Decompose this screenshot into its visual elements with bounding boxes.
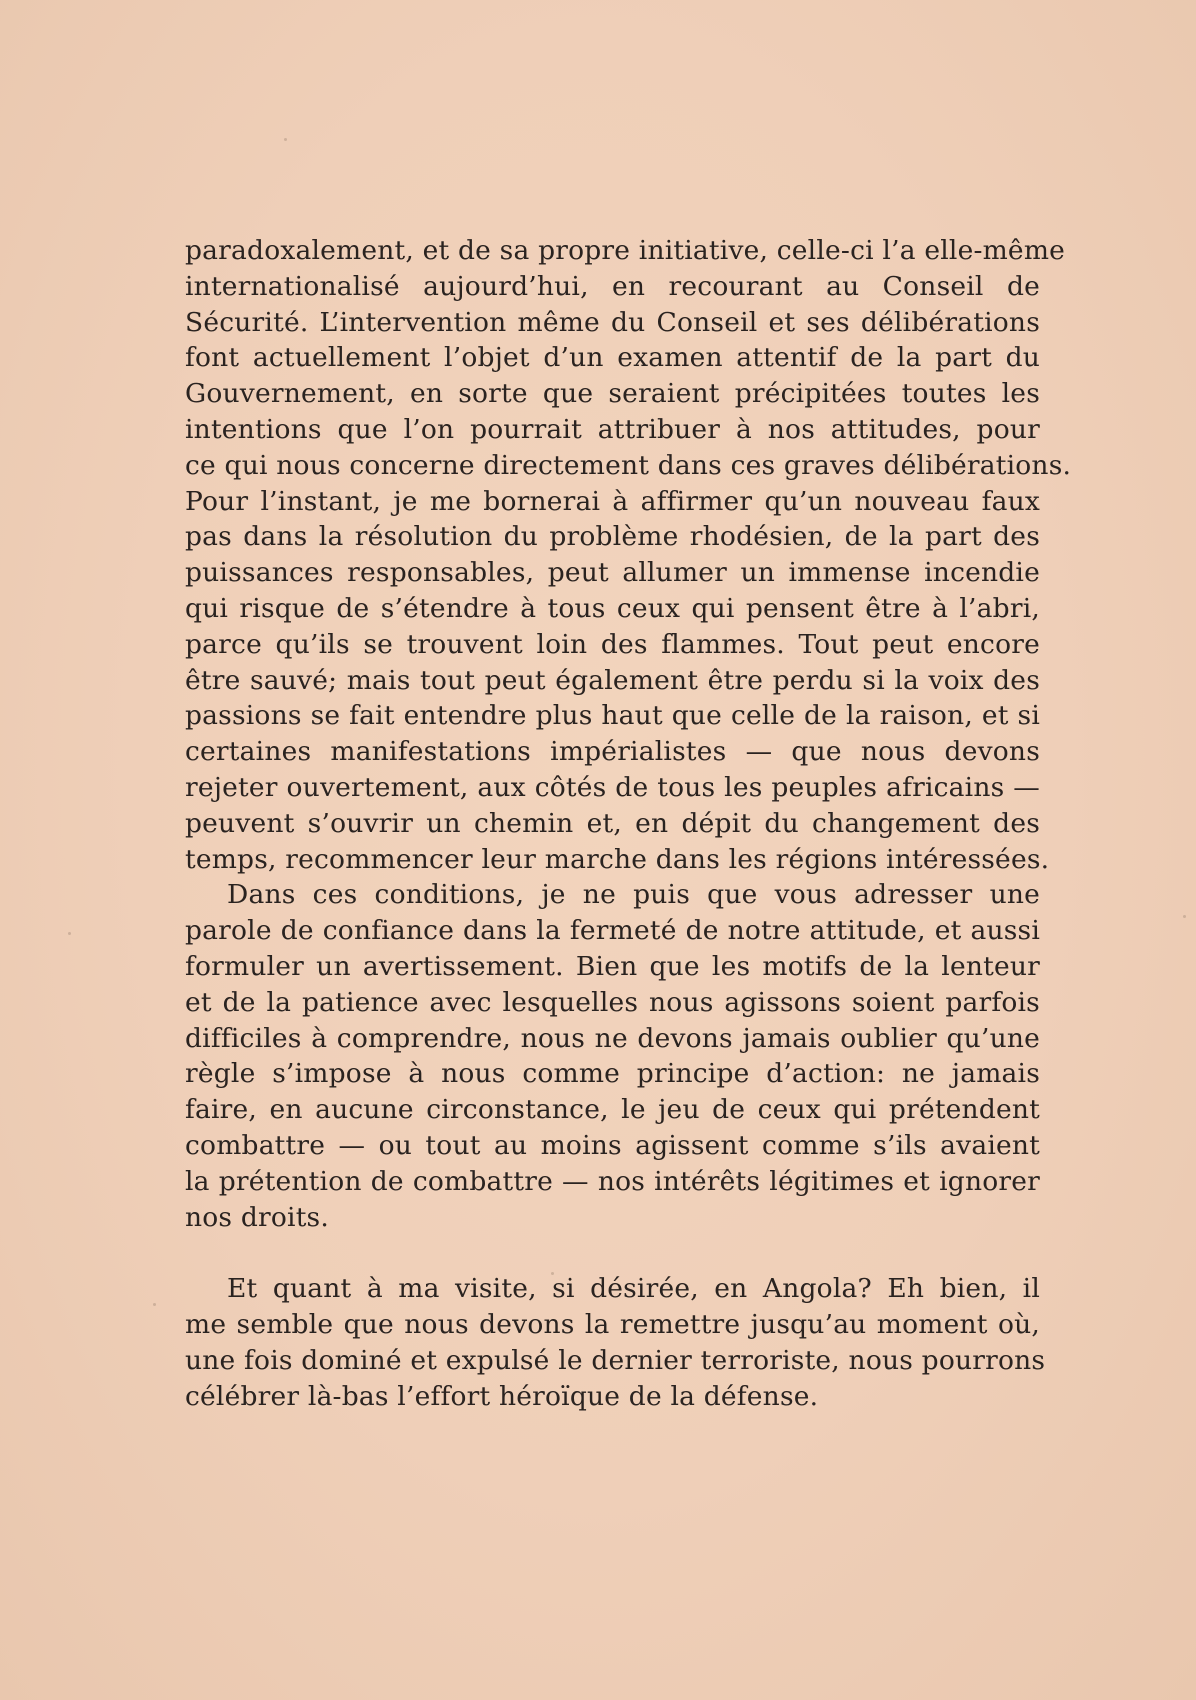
text-line: parce qu’ils se trouvent loin des flammes. Tout peut encore (185, 628, 1040, 660)
paper-speck (68, 932, 71, 935)
text-line: être sauvé; mais tout peut également être perdu si la voix des (185, 664, 1040, 696)
text-line: rejeter ouvertement, aux côtés de tous les peuples africains — (185, 771, 1040, 803)
text-line: intentions que l’on pourrait attribuer à nos attitudes, pour (185, 413, 1040, 445)
text-line: paradoxalement, et de sa propre initiative, celle-ci l’a elle-même (185, 235, 1066, 266)
text-line: parole de confiance dans la fermeté de notre attitude, et aussi (185, 915, 1040, 947)
text-line: célébrer là-bas l’effort héroïque de la défense. (185, 1380, 819, 1412)
text-line: et de la patience avec lesquelles nous agissons soient parfois (185, 986, 1040, 1018)
body-text (185, 233, 1072, 1415)
text-line: une fois dominé et expulsé le dernier terroriste, nous pourrons (185, 1344, 1046, 1376)
text-line: ce qui nous concerne directement dans ces graves délibérations. (185, 449, 1072, 481)
text-line: me semble que nous devons la remettre jusqu’au moment où, (185, 1309, 1040, 1341)
paper-speck (153, 1303, 156, 1306)
text-line: la prétention de combattre — nos intérêts légitimes et ignorer (185, 1165, 1040, 1197)
text-line: puissances responsables, peut allumer un immense incendie (185, 557, 1040, 589)
text-line: internationalisé aujourd’hui, en recourant au Conseil de (185, 270, 1040, 302)
text-line: nos droits. (185, 1201, 329, 1233)
text-line: formuler un avertissement. Bien que les motifs de la lenteur (185, 950, 1040, 982)
paragraph (185, 1271, 1046, 1414)
text-line: Dans ces conditions, je ne puis que vous adresser une (227, 879, 1040, 911)
text-line: combattre — ou tout au moins agissent comme s’ils avaient (185, 1129, 1040, 1161)
text-line: difficiles à comprendre, nous ne devons jamais oublier qu’une (185, 1022, 1040, 1054)
text-line: pas dans la résolution du problème rhodésien, de la part des (185, 521, 1040, 553)
text-line: font actuellement l’objet d’un examen attentif de la part du (185, 342, 1040, 374)
text-line: Pour l’instant, je me bornerai à affirmer qu’un nouveau faux (185, 485, 1040, 517)
text-line: temps, recommencer leur marche dans les régions intéressées. (185, 843, 1050, 875)
text-line: règle s’impose à nous comme principe d’action: ne jamais (185, 1058, 1040, 1090)
text-line: faire, en aucune circonstance, le jeu de ceux qui prétendent (185, 1094, 1040, 1126)
text-line: peuvent s’ouvrir un chemin et, en dépit du changement des (185, 807, 1040, 839)
paragraph (185, 877, 1040, 1235)
text-line: Et quant à ma visite, si désirée, en Angola? Eh bien, il (227, 1273, 1040, 1305)
text-line: passions se fait entendre plus haut que celle de la raison, et si (185, 700, 1040, 732)
paper-speck (284, 138, 287, 141)
text-line: Sécurité. L’intervention même du Conseil et ses délibérations (185, 306, 1040, 338)
text-line: qui risque de s’étendre à tous ceux qui pensent être à l’abri, (185, 592, 1040, 624)
paper-speck (1183, 915, 1186, 918)
text-line: Gouvernement, en sorte que seraient précipitées toutes les (185, 378, 1040, 410)
paragraph (185, 233, 1072, 877)
text-line: certaines manifestations impérialistes — que nous devons (185, 736, 1040, 768)
paragraph-gap (185, 1235, 1040, 1271)
